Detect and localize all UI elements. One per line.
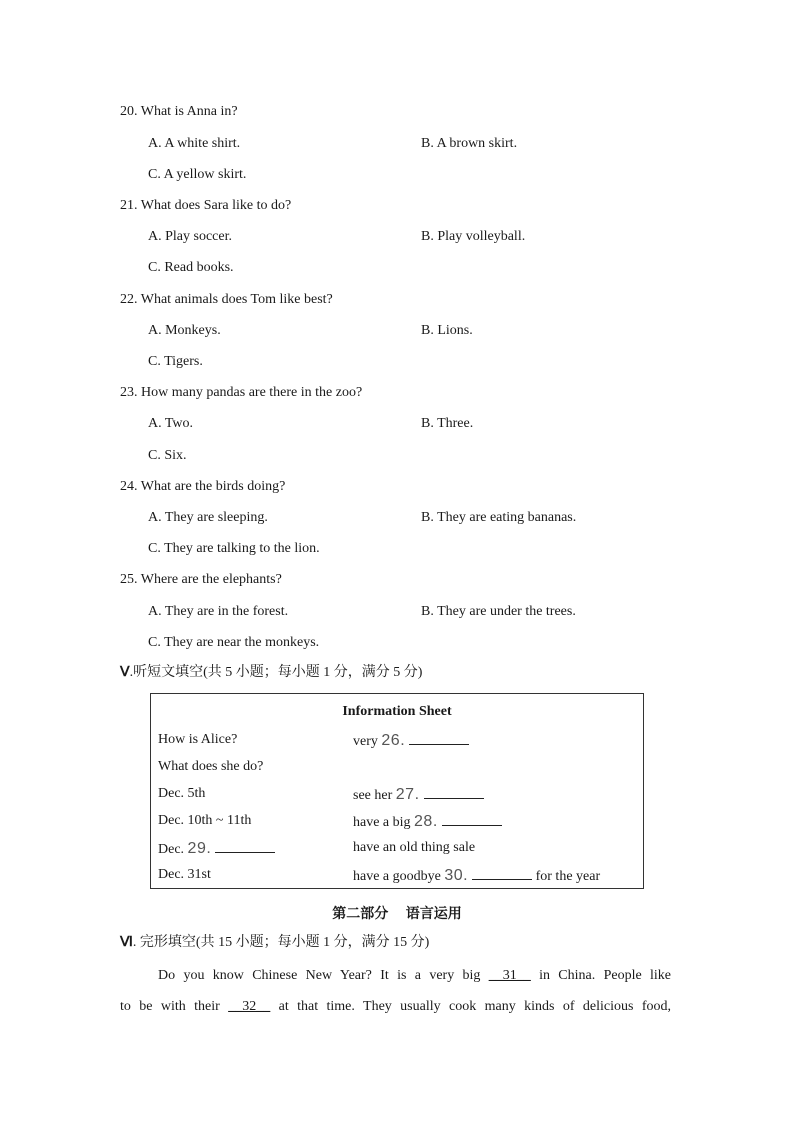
option-c: C. Read books.	[148, 260, 234, 275]
part-2-heading: 第二部分 语言运用	[332, 907, 462, 922]
option-b: B. They are under the trees.	[421, 604, 576, 619]
option-a: A. Play soccer.	[148, 229, 232, 244]
table-row	[151, 812, 643, 830]
question-stem: 24. What are the birds doing?	[120, 479, 286, 494]
option-c: C. They are near the monkeys.	[148, 635, 320, 650]
blank-number: 30.	[444, 867, 469, 884]
option-c: C. Tigers.	[148, 354, 203, 369]
row-label: Dec. 5th	[158, 786, 206, 801]
answer-blank[interactable]	[424, 785, 484, 799]
information-sheet-title: Information Sheet	[342, 704, 452, 719]
row-value-text: see her	[353, 788, 396, 803]
section-numeral: Ⅵ	[120, 935, 133, 950]
answer-blank[interactable]	[472, 866, 532, 880]
option-b: B. They are eating bananas.	[421, 510, 577, 525]
row-value-text: very	[353, 734, 382, 749]
option-a: A. They are sleeping.	[148, 510, 268, 525]
option-b: B. A brown skirt.	[421, 136, 518, 151]
option-c: C. A yellow skirt.	[148, 167, 247, 182]
option-c: C. Six.	[148, 448, 187, 463]
blank-number: 29.	[187, 840, 212, 857]
option-b: B. Play volleyball.	[421, 229, 526, 244]
option-a: A. Monkeys.	[148, 323, 221, 338]
table-row	[151, 731, 643, 749]
row-value	[353, 866, 600, 886]
question-stem: 21. What does Sara like to do?	[120, 198, 292, 213]
row-value-text: for the year	[532, 869, 601, 884]
table-row	[151, 839, 643, 857]
section-5-heading	[120, 664, 422, 682]
question-stem: 25. Where are the elephants?	[120, 572, 282, 587]
row-value-text: have a goodbye	[353, 869, 445, 884]
option-b: B. Lions.	[421, 323, 473, 338]
row-label: How is Alice?	[158, 732, 238, 747]
question-stem: 22. What animals does Tom like best?	[120, 292, 333, 307]
question-stem: 23. How many pandas are there in the zoo?	[120, 385, 363, 400]
passage-text: in China. People like	[530, 968, 671, 983]
section-numeral: Ⅴ	[120, 665, 130, 680]
row-label: Dec. 10th ~ 11th	[158, 813, 252, 828]
section-heading-text: .听短文填空(共 5 小题；每小题 1 分，满分 5 分)	[129, 665, 423, 680]
table-row	[151, 758, 643, 776]
passage-text: Do you know Chinese New Year? It is a very big	[158, 968, 489, 983]
option-a: A. Two.	[148, 416, 194, 431]
row-label-text: Dec.	[158, 842, 188, 857]
option-b: B. Three.	[421, 416, 474, 431]
row-label: Dec. 31st	[158, 867, 211, 882]
answer-blank[interactable]	[215, 839, 275, 853]
passage-line-1	[158, 967, 671, 985]
section-6-heading	[120, 934, 429, 952]
option-a: A. They are in the forest.	[148, 604, 289, 619]
row-value	[353, 731, 469, 751]
row-label	[158, 839, 275, 859]
option-a: A. A white shirt.	[148, 136, 241, 151]
information-sheet	[150, 693, 644, 889]
passage-text: at that time. They usually cook many kinds of delicious food,	[270, 999, 671, 1014]
table-row	[151, 866, 643, 884]
cloze-blank-32[interactable]: __32__	[228, 999, 271, 1014]
row-value	[353, 812, 502, 832]
blank-number: 26.	[381, 732, 406, 749]
row-label: What does she do?	[158, 759, 264, 774]
row-value: have an old thing sale	[353, 840, 476, 855]
passage-line-2	[120, 998, 671, 1016]
blank-number: 28.	[414, 813, 438, 830]
section-heading-text: . 完形填空(共 15 小题；每小题 1 分，满分 15 分)	[132, 935, 430, 950]
cloze-blank-31[interactable]: __31__	[488, 968, 531, 983]
passage-text: to be with their	[120, 999, 229, 1014]
answer-blank[interactable]	[442, 812, 502, 826]
row-value	[353, 785, 484, 805]
answer-blank[interactable]	[409, 731, 469, 745]
blank-number: 27.	[395, 786, 420, 803]
table-row	[151, 785, 643, 803]
row-value-text: have a big	[353, 815, 415, 830]
question-stem: 20. What is Anna in?	[120, 104, 238, 119]
option-c: C. They are talking to the lion.	[148, 541, 320, 556]
